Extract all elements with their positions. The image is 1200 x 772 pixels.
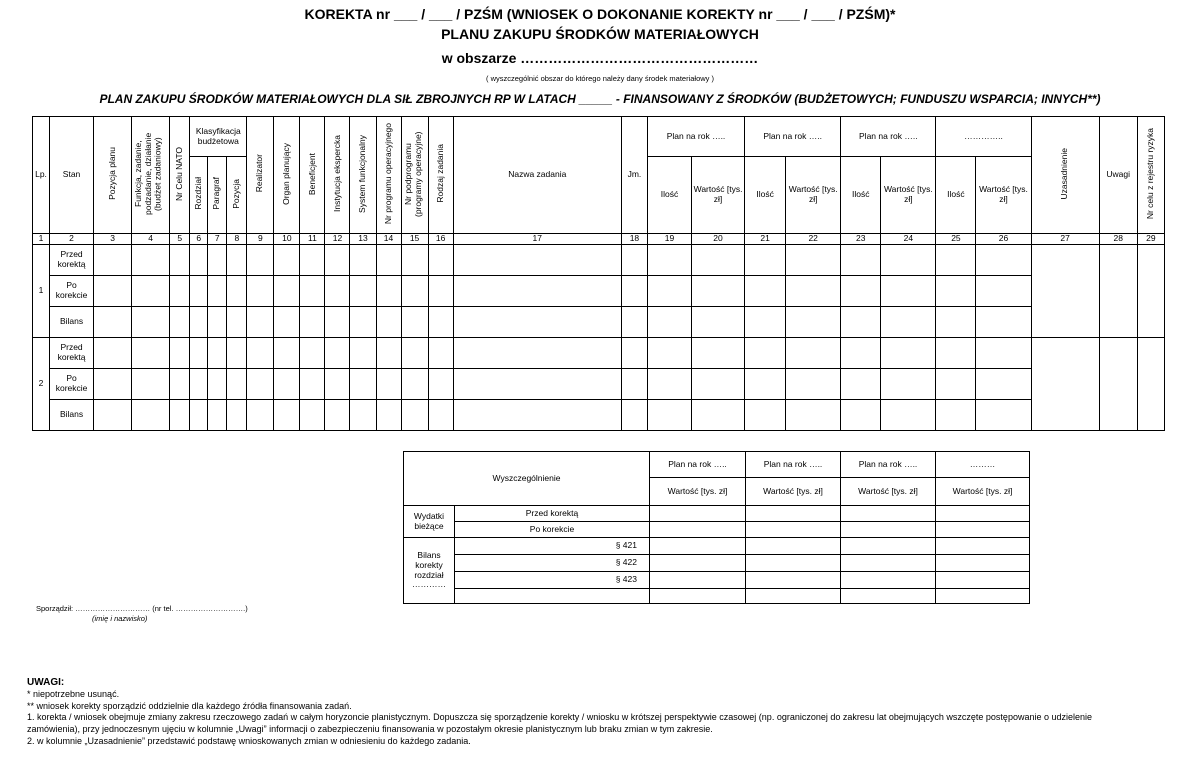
data-cell[interactable]: [692, 306, 745, 337]
data-cell[interactable]: [227, 275, 247, 306]
data-cell[interactable]: [621, 306, 647, 337]
column-number: 23: [841, 234, 881, 245]
data-cell[interactable]: [401, 337, 428, 368]
data-cell[interactable]: [132, 275, 170, 306]
data-cell[interactable]: [401, 244, 428, 275]
data-cell[interactable]: [621, 275, 647, 306]
data-cell[interactable]: [247, 244, 274, 275]
data-cell[interactable]: [325, 275, 350, 306]
plan-heading: PLAN ZAKUPU ŚRODKÓW MATERIAŁOWYCH DLA SIŁ ZBROJNYCH RP W LATACH _____ - FINANSOWANY Z ŚRODKÓW (BUDŻETOWYCH; FUNDUSZU WSPARCIA; INNYCH**): [99, 92, 1101, 106]
plan-year-header-3: Plan na rok …..: [841, 117, 936, 157]
data-cell[interactable]: [325, 337, 350, 368]
data-cell[interactable]: [976, 368, 1031, 399]
table-row: [33, 368, 1165, 399]
data-cell[interactable]: [647, 399, 691, 430]
data-cell[interactable]: [453, 244, 621, 275]
spec-przed: Przed korektą: [455, 506, 650, 522]
data-cell[interactable]: [325, 306, 350, 337]
notes-block: [27, 676, 1127, 747]
data-cell[interactable]: [94, 275, 132, 306]
form-subtitle: PLANU ZAKUPU ŚRODKÓW MATERIAŁOWYCH: [441, 26, 759, 42]
spec-plan-year-2: Plan na rok …..: [746, 452, 841, 478]
column-number: 2: [50, 234, 94, 245]
area-line: w obszarze ……………………………………………: [441, 50, 759, 66]
table-row: [33, 337, 1165, 368]
column-number: 29: [1137, 234, 1164, 245]
data-cell[interactable]: [428, 244, 453, 275]
data-cell[interactable]: [692, 399, 745, 430]
row-lp: 1: [33, 244, 50, 337]
col-lp-header: Lp.: [33, 117, 50, 234]
data-cell[interactable]: [132, 368, 170, 399]
data-cell[interactable]: [692, 275, 745, 306]
table-row: [33, 275, 1165, 306]
data-cell[interactable]: [132, 306, 170, 337]
column-number: 10: [274, 234, 300, 245]
data-cell[interactable]: [428, 337, 453, 368]
data-cell[interactable]: [227, 337, 247, 368]
col-uzasadnienie-header: Uzasadnienie: [1059, 147, 1070, 200]
data-cell[interactable]: [350, 337, 376, 368]
row-stan: Bilans: [50, 306, 94, 337]
data-cell[interactable]: [745, 399, 786, 430]
data-cell[interactable]: [132, 337, 170, 368]
column-number: 28: [1099, 234, 1137, 245]
col-nr-podprogramu-header: Nr podprogramu (programy operacyjne): [402, 130, 423, 217]
data-cell[interactable]: [94, 337, 132, 368]
spec-plan-year-1: Plan na rok …..: [650, 452, 746, 478]
data-cell[interactable]: [1031, 244, 1099, 337]
row-stan: Przed korektą: [50, 244, 94, 275]
spec-bilans: Bilans korekty rozdział …………: [404, 538, 455, 604]
data-cell[interactable]: [936, 275, 976, 306]
data-cell[interactable]: [247, 337, 274, 368]
table-row: [33, 244, 1165, 275]
data-cell[interactable]: [274, 337, 300, 368]
col-stan-header: Stan: [50, 117, 94, 234]
data-cell[interactable]: [170, 399, 190, 430]
col-realizator-header: Realizator: [254, 154, 265, 193]
data-cell[interactable]: [453, 275, 621, 306]
row-stan: Bilans: [50, 399, 94, 430]
data-cell[interactable]: [227, 244, 247, 275]
data-cell[interactable]: [132, 244, 170, 275]
signature-line: Sporządził: ………………………… (nr tel. ……………………….): [36, 604, 248, 613]
column-number: 8: [227, 234, 247, 245]
form-title: KOREKTA nr ___ / ___ / PZŚM (WNIOSEK O DOKONANIE KOREKTY nr ___ / ___ / PZŚM)*: [304, 6, 896, 22]
data-cell[interactable]: [428, 368, 453, 399]
data-cell[interactable]: [376, 306, 401, 337]
data-cell[interactable]: [976, 306, 1031, 337]
spec-wartosc: Wartość [tys. zł]: [650, 478, 746, 506]
data-cell[interactable]: [170, 368, 190, 399]
plan-year-header-2: Plan na rok …..: [745, 117, 841, 157]
data-cell[interactable]: [170, 244, 190, 275]
data-cell[interactable]: [274, 275, 300, 306]
column-number: 9: [247, 234, 274, 245]
data-cell[interactable]: [325, 244, 350, 275]
wartosc-header: Wartość [tys. zł]: [976, 157, 1031, 234]
column-number: 4: [132, 234, 170, 245]
data-cell[interactable]: [1099, 244, 1137, 337]
data-cell[interactable]: [936, 368, 976, 399]
data-cell[interactable]: [325, 368, 350, 399]
spec-p421: § 421: [455, 538, 650, 555]
data-cell[interactable]: [190, 368, 208, 399]
col-system-header: System funkcjonalny: [357, 134, 368, 213]
column-number: 13: [350, 234, 376, 245]
row-stan: Po korekcie: [50, 368, 94, 399]
column-number: 3: [94, 234, 132, 245]
data-cell[interactable]: [841, 244, 881, 275]
data-cell[interactable]: [190, 337, 208, 368]
data-cell[interactable]: [936, 337, 976, 368]
ilosc-header: Ilość: [841, 157, 881, 234]
column-number: 27: [1031, 234, 1099, 245]
col-nazwa-header: Nazwa zadania: [453, 117, 621, 234]
data-cell[interactable]: [300, 337, 325, 368]
col-uwagi-header: Uwagi: [1099, 117, 1137, 234]
data-cell[interactable]: [376, 368, 401, 399]
column-number: 26: [976, 234, 1031, 245]
spec-plan-year-4: ………: [936, 452, 1030, 478]
data-cell[interactable]: [274, 306, 300, 337]
col-nr-programu-header: Nr programu operacyjnego: [382, 123, 393, 225]
column-number: 5: [170, 234, 190, 245]
data-cell[interactable]: [300, 306, 325, 337]
data-cell[interactable]: [976, 337, 1031, 368]
column-number: 12: [325, 234, 350, 245]
data-cell[interactable]: [936, 244, 976, 275]
data-cell[interactable]: [132, 399, 170, 430]
data-cell[interactable]: [976, 275, 1031, 306]
data-cell[interactable]: [786, 306, 841, 337]
data-cell[interactable]: [647, 244, 691, 275]
data-cell[interactable]: [208, 275, 227, 306]
data-cell[interactable]: [350, 399, 376, 430]
data-cell[interactable]: [453, 368, 621, 399]
data-cell[interactable]: [428, 399, 453, 430]
data-cell[interactable]: [745, 368, 786, 399]
data-cell[interactable]: [745, 275, 786, 306]
data-cell[interactable]: [376, 399, 401, 430]
data-cell[interactable]: [453, 306, 621, 337]
data-cell[interactable]: [841, 275, 881, 306]
data-cell[interactable]: [881, 337, 936, 368]
data-cell[interactable]: [325, 399, 350, 430]
data-cell[interactable]: [841, 306, 881, 337]
data-cell[interactable]: [401, 306, 428, 337]
column-number: 17: [453, 234, 621, 245]
data-cell[interactable]: [976, 244, 1031, 275]
column-number: 1: [33, 234, 50, 245]
spec-table: [403, 451, 1030, 604]
data-cell[interactable]: [208, 244, 227, 275]
plan-year-header-1: Plan na rok …..: [647, 117, 744, 157]
data-cell[interactable]: [841, 399, 881, 430]
table-row: [33, 399, 1165, 430]
column-number: 18: [621, 234, 647, 245]
signature-block: [36, 604, 248, 624]
plan-year-header-4: …………..: [936, 117, 1031, 157]
col-funkcja-header: Funkcja, zadanie, podzadanie, działanie (budżet zadaniowy): [132, 132, 163, 215]
data-cell[interactable]: [621, 337, 647, 368]
data-cell[interactable]: [647, 275, 691, 306]
data-cell[interactable]: [453, 399, 621, 430]
spec-header: Wyszczególnienie: [404, 452, 650, 506]
column-number: 16: [428, 234, 453, 245]
data-cell[interactable]: [190, 244, 208, 275]
col-pozycja-header: Pozycja: [230, 178, 241, 209]
data-cell[interactable]: [94, 244, 132, 275]
data-cell[interactable]: [170, 306, 190, 337]
column-number-row: [33, 234, 1165, 245]
data-cell[interactable]: [300, 368, 325, 399]
data-cell[interactable]: [190, 399, 208, 430]
data-cell[interactable]: [745, 337, 786, 368]
spec-wartosc: Wartość [tys. zł]: [746, 478, 841, 506]
data-cell[interactable]: [350, 275, 376, 306]
spec-po: Po korekcie: [455, 522, 650, 538]
data-cell[interactable]: [745, 244, 786, 275]
wartosc-header: Wartość [tys. zł]: [692, 157, 745, 234]
column-number: 6: [190, 234, 208, 245]
data-cell[interactable]: [300, 244, 325, 275]
column-number: 20: [692, 234, 745, 245]
data-cell[interactable]: [1099, 337, 1137, 430]
data-cell[interactable]: [786, 275, 841, 306]
data-cell[interactable]: [786, 399, 841, 430]
col-nr-celu-nato-header: Nr Celu NATO: [173, 146, 184, 201]
data-cell[interactable]: [647, 306, 691, 337]
column-number: 15: [401, 234, 428, 245]
data-cell[interactable]: [936, 306, 976, 337]
data-cell[interactable]: [647, 368, 691, 399]
area-hint: ( wyszczególnić obszar do którego należy dany środek materiałowy ): [485, 74, 715, 83]
wartosc-header: Wartość [tys. zł]: [881, 157, 936, 234]
col-organ-header: Organ planujący: [281, 142, 292, 205]
row-stan: Przed korektą: [50, 337, 94, 368]
data-cell[interactable]: [350, 306, 376, 337]
data-cell[interactable]: [401, 399, 428, 430]
col-beneficjent-header: Beneficjent: [306, 152, 317, 195]
column-number: 19: [647, 234, 691, 245]
spec-wydatki: Wydatki bieżące: [404, 506, 455, 538]
data-cell[interactable]: [1137, 337, 1164, 430]
column-number: 7: [208, 234, 227, 245]
data-cell[interactable]: [300, 399, 325, 430]
column-number: 14: [376, 234, 401, 245]
data-cell[interactable]: [1031, 337, 1099, 430]
data-cell[interactable]: [247, 368, 274, 399]
table-row: [33, 306, 1165, 337]
data-cell[interactable]: [881, 368, 936, 399]
column-number: 11: [300, 234, 325, 245]
data-cell[interactable]: [227, 306, 247, 337]
spec-wartosc: Wartość [tys. zł]: [841, 478, 936, 506]
data-cell[interactable]: [350, 244, 376, 275]
col-instytucja-header: Instytucja ekspercka: [331, 135, 342, 213]
data-cell[interactable]: [376, 275, 401, 306]
data-cell[interactable]: [170, 275, 190, 306]
signature-sub: (imię i nazwisko): [92, 613, 148, 623]
data-cell[interactable]: [300, 275, 325, 306]
data-cell[interactable]: [936, 399, 976, 430]
data-cell[interactable]: [190, 275, 208, 306]
data-cell[interactable]: [1137, 244, 1164, 337]
data-cell[interactable]: [208, 399, 227, 430]
data-cell[interactable]: [621, 368, 647, 399]
col-paragraf-header: Paragraf: [211, 177, 222, 210]
col-jm-header: Jm.: [621, 117, 647, 234]
data-cell[interactable]: [94, 306, 132, 337]
data-cell[interactable]: [745, 306, 786, 337]
data-cell[interactable]: [453, 337, 621, 368]
data-cell[interactable]: [428, 306, 453, 337]
column-number: 22: [786, 234, 841, 245]
col-pozycja-planu-header: Pozycja planu: [106, 147, 117, 201]
data-cell[interactable]: [350, 368, 376, 399]
notes-title: UWAGI:: [27, 677, 65, 688]
data-cell[interactable]: [692, 337, 745, 368]
data-cell[interactable]: [190, 306, 208, 337]
ilosc-header: Ilość: [745, 157, 786, 234]
col-klasyfikacja-header: Klasyfikacja budżetowa: [190, 117, 247, 157]
column-number: 21: [745, 234, 786, 245]
col-rodzaj-header: Rodzaj zadania: [434, 144, 445, 203]
note-2: ** wniosek korekty sporządzić oddzielnie dla każdego źródła finansowania zadań.: [27, 700, 352, 711]
data-cell[interactable]: [881, 306, 936, 337]
data-cell[interactable]: [841, 368, 881, 399]
data-cell[interactable]: [274, 244, 300, 275]
data-cell[interactable]: [227, 368, 247, 399]
data-cell[interactable]: [94, 399, 132, 430]
data-cell[interactable]: [786, 368, 841, 399]
data-cell[interactable]: [428, 275, 453, 306]
data-cell[interactable]: [247, 306, 274, 337]
data-cell[interactable]: [881, 275, 936, 306]
data-cell[interactable]: [786, 337, 841, 368]
wartosc-header: Wartość [tys. zł]: [786, 157, 841, 234]
spec-p422: § 422: [455, 555, 650, 572]
column-number: 24: [881, 234, 936, 245]
data-cell[interactable]: [376, 244, 401, 275]
col-rozdzial-header: Rozdział: [192, 177, 203, 210]
data-cell[interactable]: [881, 244, 936, 275]
data-cell[interactable]: [208, 368, 227, 399]
data-cell[interactable]: [274, 399, 300, 430]
data-cell[interactable]: [94, 368, 132, 399]
data-cell[interactable]: [647, 337, 691, 368]
data-cell[interactable]: [208, 337, 227, 368]
data-cell[interactable]: [401, 368, 428, 399]
data-cell[interactable]: [621, 244, 647, 275]
note-3: 1. korekta / wniosek obejmuje zmiany zakresu rzeczowego zadań w całym horyzoncie planistycznym. Dopuszcza się sporządzenie korekty / wniosku w krótszej perspektywie czasowej (np. ograniczonej do zakresu lat obejmujących wszczęte postępowanie o udzielenie zamówienia), przy jednoczesnym ujęciu w kolumnie „Uwagi” informacji o zabezpieczeniu finansowania w pozostałym okresie planistycznym lub braku zmian w tym zakresie.: [27, 712, 1093, 735]
column-number: 25: [936, 234, 976, 245]
data-cell[interactable]: [208, 306, 227, 337]
note-4: 2. w kolumnie „Uzasadnienie” przedstawić podstawę wnioskowanych zmian w odniesieniu do każdego zadania.: [27, 735, 471, 746]
data-cell[interactable]: [247, 275, 274, 306]
note-1: * niepotrzebne usunąć.: [27, 689, 120, 699]
ilosc-header: Ilość: [647, 157, 691, 234]
data-cell[interactable]: [786, 244, 841, 275]
data-cell[interactable]: [881, 399, 936, 430]
spec-wartosc: Wartość [tys. zł]: [936, 478, 1030, 506]
data-cell[interactable]: [274, 368, 300, 399]
data-cell[interactable]: [841, 337, 881, 368]
data-cell[interactable]: [692, 244, 745, 275]
spec-p423: § 423: [455, 572, 650, 589]
data-cell[interactable]: [170, 337, 190, 368]
row-stan: Po korekcie: [50, 275, 94, 306]
data-cell[interactable]: [227, 399, 247, 430]
data-cell[interactable]: [621, 399, 647, 430]
data-cell[interactable]: [692, 368, 745, 399]
data-cell[interactable]: [976, 399, 1031, 430]
ilosc-header: Ilość: [936, 157, 976, 234]
row-lp: 2: [33, 337, 50, 430]
data-cell[interactable]: [376, 337, 401, 368]
main-table: [32, 116, 1165, 431]
data-cell[interactable]: [247, 399, 274, 430]
col-nr-celu-ryzyka-header: Nr celu z rejestru ryzyka: [1144, 128, 1155, 220]
spec-plan-year-3: Plan na rok …..: [841, 452, 936, 478]
data-cell[interactable]: [401, 275, 428, 306]
